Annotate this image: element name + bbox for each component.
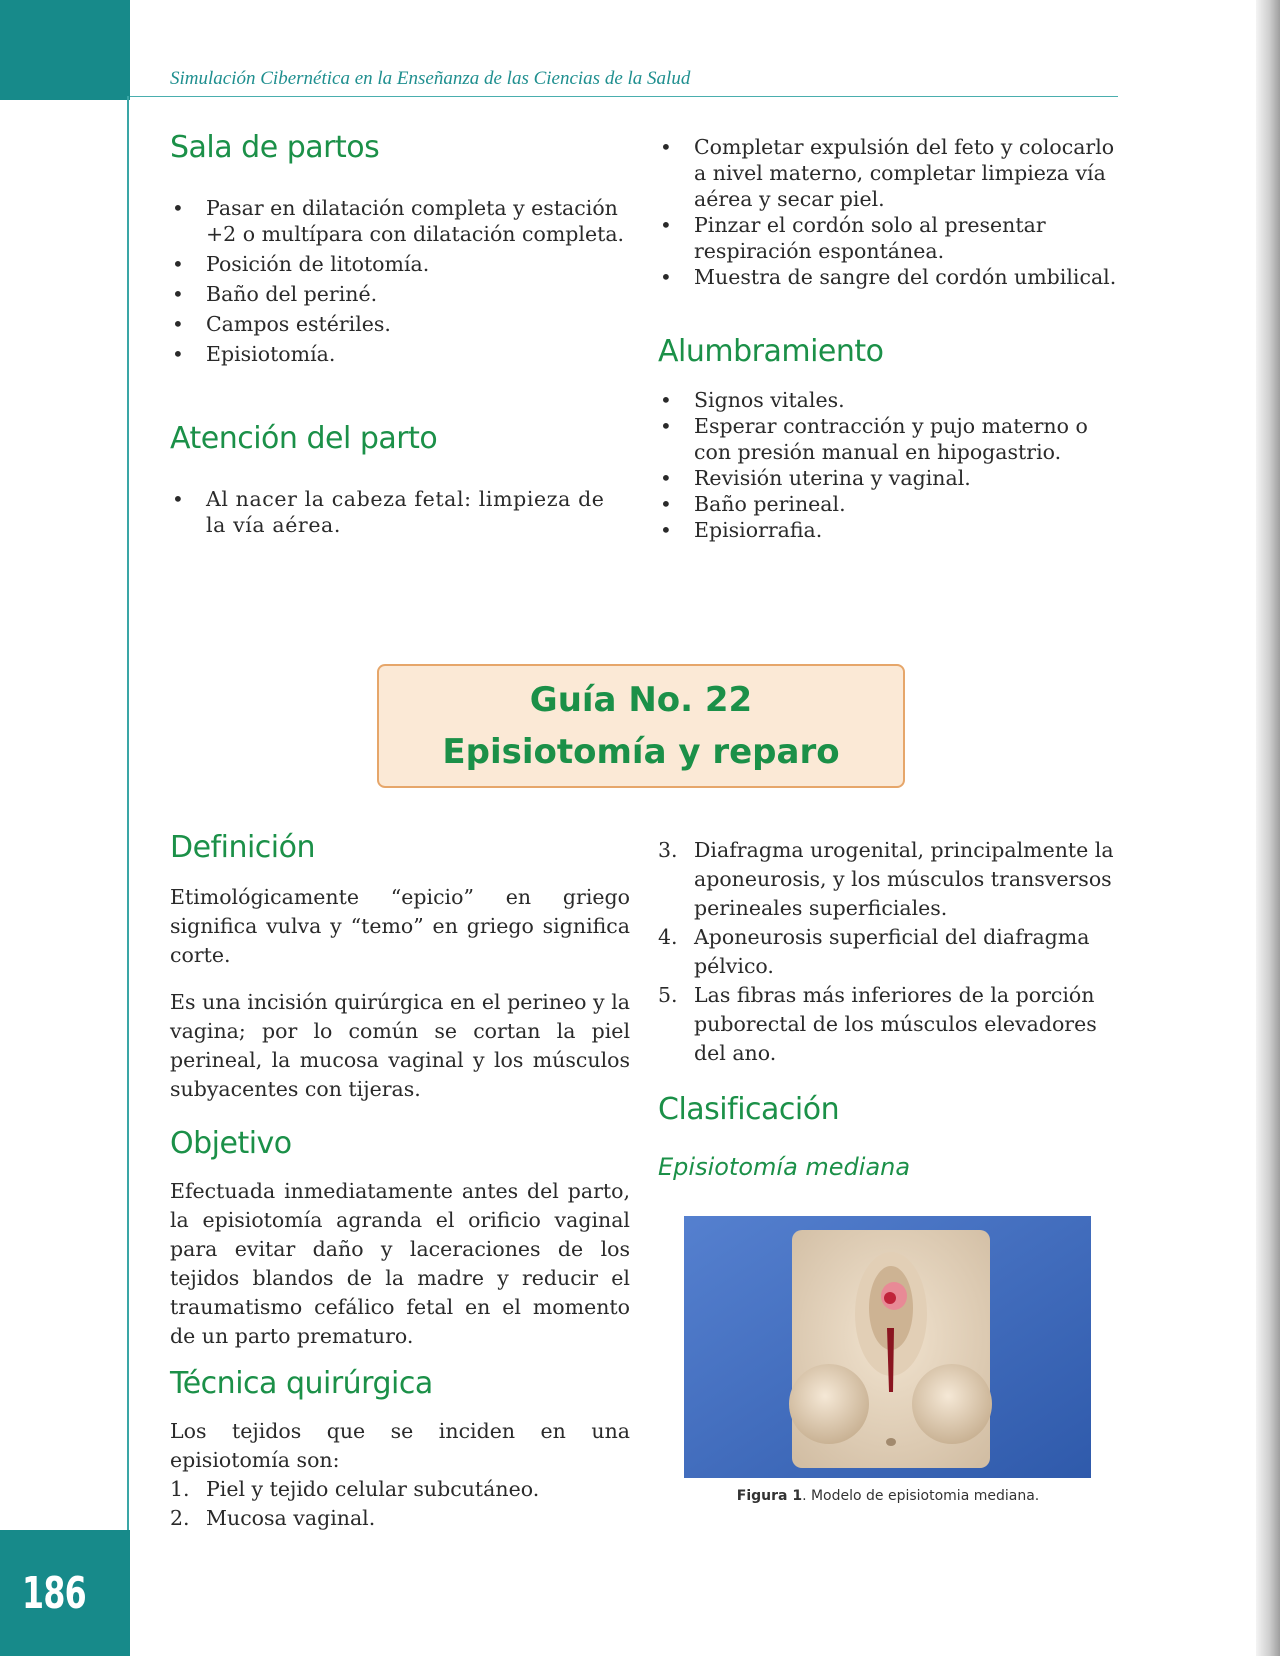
list-item: 1. Piel y tejido celular subcutáneo. (170, 1477, 540, 1501)
list-item: • Episiorrafia. (658, 517, 1118, 543)
sala-de-partos-section (170, 130, 630, 367)
list-item: • Posición de litotomía. (170, 251, 630, 277)
atencion-parto-section (170, 421, 630, 538)
guide-title-box (377, 664, 905, 788)
section-heading: Sala de partos (170, 130, 380, 165)
page-number: 186 (22, 1568, 86, 1619)
section-heading: Objetivo (170, 1126, 292, 1161)
episiotomy-model-illustration (684, 1216, 1091, 1478)
tejidos-continuacion (658, 836, 1118, 1068)
paragraph: Es una incisión quirúrgica en el perineo y la vagina; por lo común se cortan la piel perineal, la mucosa vaginal y los músculos subyacentes con tijeras. (170, 990, 630, 1101)
numbered-list (170, 1475, 630, 1533)
list-item: 5. Las fibras más inferiores de la porción puborectal de los músculos elevadores del ano. (658, 983, 1097, 1065)
list-item: • Revisión uterina y vaginal. (658, 465, 1118, 491)
section-heading: Clasificación (658, 1092, 840, 1127)
section-heading: Definición (170, 830, 315, 865)
paragraph: Los tejidos que se inciden en una episiotomía son: (170, 1419, 630, 1472)
page-sidebar (0, 0, 130, 1656)
running-header: Simulación Cibernética en la Enseñanza de las Ciencias de la Salud (170, 68, 691, 89)
clasificacion-section (658, 1092, 1118, 1181)
numbered-list (658, 836, 1118, 1068)
list-item: • Esperar contracción y pujo materno o con presión manual en hipogastrio. (658, 413, 1118, 465)
figure-caption (658, 1488, 1118, 1504)
list-item: 3. Diafragma urogenital, principalmente la aponeurosis, y los músculos transversos perineales superficiales. (658, 838, 1114, 920)
list-item: 4. Aponeurosis superficial del diafragma pélvico. (658, 925, 1090, 978)
figure-label: Figura 1 (736, 1488, 803, 1504)
bullet-list (170, 486, 630, 538)
section-heading: Atención del parto (170, 421, 438, 456)
list-item: • Campos estériles. (170, 311, 630, 337)
paragraph: Efectuada inmediatamente antes del parto, la episiotomía agranda el orificio vaginal para evitar daño y laceraciones de los tejidos blandos de la madre y reducir el traumatismo cefálico fetal en el momento de un parto prematuro. (170, 1179, 630, 1348)
alumbramiento-section (658, 334, 1118, 543)
list-item: • Baño perineal. (658, 491, 1118, 517)
guide-title: Episiotomía y reparo (442, 732, 840, 772)
subheading: Episiotomía mediana (658, 1153, 911, 1181)
continuacion-section (658, 134, 1118, 290)
objetivo-section (170, 1126, 630, 1351)
sidebar-top-band (0, 0, 130, 100)
list-item: • Baño del periné. (170, 281, 630, 307)
list-item: 2. Mucosa vaginal. (170, 1506, 376, 1530)
list-item: • Completar expulsión del feto y colocarlo a nivel materno, completar limpieza vía aérea y secar piel. (658, 134, 1118, 212)
definicion-section (170, 830, 630, 1104)
guide-number: Guía No. 22 (529, 680, 753, 720)
bullet-list (170, 195, 630, 367)
section-heading: Alumbramiento (658, 334, 884, 369)
list-item: • Episiotomía. (170, 341, 630, 367)
list-item: • Pinzar el cordón solo al presentar respiración espontánea. (658, 212, 1118, 264)
page-gutter-shadow (1256, 0, 1280, 1656)
header-rule (130, 96, 1118, 97)
bullet-list (658, 134, 1118, 290)
list-item: • Signos vitales. (658, 387, 1118, 413)
tecnica-section (170, 1366, 630, 1533)
figure-caption-text: . Modelo de episiotomia mediana. (802, 1488, 1040, 1504)
list-item: • Pasar en dilatación completa y estación +2 o multípara con dilatación completa. (170, 195, 630, 247)
list-item: • Muestra de sangre del cordón umbilical. (658, 264, 1118, 290)
list-item: • Al nacer la cabeza fetal: limpieza de la vía aérea. (170, 486, 630, 538)
bullet-list (658, 387, 1118, 543)
sidebar-rule (127, 96, 129, 1536)
section-heading: Técnica quirúrgica (170, 1366, 433, 1401)
episiotomy-model-photo (684, 1216, 1091, 1478)
paragraph: Etimológicamente “epicio” en griego significa vulva y “temo” en griego significa corte. (170, 885, 630, 967)
